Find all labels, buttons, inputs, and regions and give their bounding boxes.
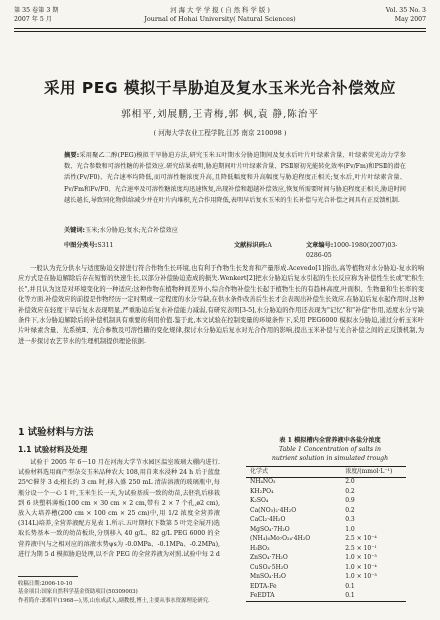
table-row [246,554,406,564]
cell-concentration: 1.0 [345,525,355,533]
table-row [246,573,406,583]
table-row [246,544,406,554]
cell-formula: NH₄NO₃ [250,478,276,485]
keywords [64,226,406,236]
cell-formula: ZnSO₄·7H₂O [250,554,288,561]
table-row [246,477,406,487]
cell-concentration: 1.0 × 10⁻³ [345,554,377,561]
header-center [14,6,426,24]
article-id-label: 文章编号: [306,242,334,249]
introduction-paragraph: 一般认为充分供水与适度胁迫交替进行符合作物生长环境,也有利于作物生长发育和产量形成.Acevedo[1]指出,高等植物对水分胁迫-复水的响应方式是在胁迫解除后存在短暂的快速生长,以部分补偿胁迫造成的损失.Wenkert[2]把水分胁迫后复水引起的生长反应称为补偿性生长或"贮积生长",并且认为这是对环境变化的一种适应;这种作物在植物种间差异小,综合作物补偿生长起于植物生长的有趋林高度,叶面积、生物量和生长率的变化等方面.补偿效应的前提是作物经历一定时期或一定程度的水分亏缺,在供水条件改善后生长才会表现出补偿生长效应.在胁迫后复水起作用时,这种补偿效应在轻度干旱后复水表现明显,严重胁迫后复水补偿能力减弱,有研究表明[3-5],水分胁迫的作用还表现为"记忆"和"补偿"作用,适度水分亏缺条件下,水分胁迫解除后的补偿机制具有重要的利用价值.鉴于此,本文试验在控制变量的环境条件下,采用 PEG6000 模拟水分胁迫,通过分析玉米叶片叶绿素含量、光系统Ⅱ、光合参数及可溶性糖的变化规律,探讨水分胁迫后复水对光合作用的影响,提出玉米补偿与光合补偿之间的正反馈机制,为进一步探讨农艺节水的生理机制提供理论依据. [18,265,424,345]
cell-concentration: 2.0 [345,478,355,485]
doc-code-label: 文献标识码: [234,242,268,249]
header-volume-en: Vol. 35 No. 3 [385,7,426,14]
author-list: 郭相平,刘展鹏,王青梅,郭 枫,袁 静,陈治平 [121,109,319,120]
nutrient-table [246,466,406,602]
abstract-text: 采用聚乙二醇(PEG)模拟干旱胁迫方法,研究玉米五叶期水分胁迫期间及复水后叶片叶绿素含量、叶绿素荧光动力学参数、光合参数和可溶性糖的补偿效应.研究结果表明,胁迫期间叶片叶绿素含量、PSⅡ原初光能转化效率(Fv/Fm)和PSⅡ的潜在活性(Fv/F0)、光合速率均降低,而可溶性糖浓度升高,且降低幅度和升高幅度与胁迫程度正相关;复水后,叶片叶绿素含量、Fv/Fm和Fv/F0、光合速率及可溶性糖浓度均迅速恢复,出现补偿和超越补偿效应,恢复所需要时间与胁迫程度正相关,胁迫时间越长越长,导致同化物供给减少并在叶片内堆积,光合作用降低,表明早后复水玉米的生长补偿与光合补偿之间具有正反馈机制. [64,152,406,204]
cell-formula: KH₂PO₄ [250,487,274,495]
column-header-formula: 化学式 [246,467,323,478]
table-body [246,477,406,602]
cell-concentration: 0.1 [345,582,355,590]
cell-concentration: 2.5 × 10⁻⁴ [345,535,377,542]
table-caption-en-line2: nutrient solution in simulated trough [271,455,389,462]
affiliation: ( 河海大学农业工程学院,江苏 南京 210098 ) [153,129,287,137]
classification-line [64,241,406,259]
cell-concentration: 0.2 [345,506,355,514]
clc-value: S311 [97,242,114,249]
keywords-text: 玉米;水分胁迫;复水;光合补偿效应 [85,227,178,234]
table-row [246,535,406,545]
journal-name-en: Journal of Hohai University( Natural Sciences) [144,15,296,23]
methods-paragraph: 试验于 2005 年 6～10 月在河海大学节水园区温室玻璃大棚内进行.试验材料选用商产型杂交玉米品种农大 108,用自来水浸种 24 h 后于蓝盘 25℃催芽 3 d;根长约 3 cm 时,移入盛 250 mL 清洁溶液的玻璃瓶中,每瓶分设一个一心 1 叶,玉米生长一天,为试验基质一致的幼苗,去胚乳后移栽到 6 块塑料薄板(100 cm × 30 cm × 2 cm,带有 2 × 7 个孔,ø2 cm),放入大培养槽(200 cm × 100 cm × 25 cm)中,用 1/2 浓度全营养液(314L)培养,全营养液配方见表 1.所示.五叶期时(下数第 5 叶完全展开)选取长势基本一致的幼苗板块,分别移入 40 g/L、82 g/L PEG 6000 的全营养液中(与之相对应的溶液水势ψs为 -0.0MPa、-0.1MPa、-0.2MPa),进行为期 5 d 模拟胁迫处理,以不含 PEG 的全营养液为对照.试验中每 2 d [18,459,220,558]
cell-concentration: 0.2 [345,487,355,495]
footnote [18,580,228,605]
cell-formula: CuSO₄·5H₂O [250,563,289,571]
cell-concentration: 1.0 × 10⁻⁴ [345,563,377,571]
journal-name-zh: 河 海 大 学 学 报 ( 自 然 科 学 版 ) [170,6,270,14]
article-id [306,241,406,261]
cell-formula: K₂SO₄ [250,497,269,504]
header-rule-thin [14,31,426,32]
table-row [246,487,406,497]
cell-formula: (NH₄)₆Mo₇O₂₄·4H₂O [250,535,311,542]
doc-code [234,241,272,251]
abstract-label: 摘要: [64,152,80,159]
cell-concentration: 0.9 [345,497,355,504]
table-row [246,497,406,507]
table-row [246,506,406,516]
clc-label: 中图分类号: [64,242,98,249]
abstract [64,150,406,206]
footnote-received: 收稿日期:2006-10-10 [18,581,73,587]
table-caption [232,436,428,463]
table-row [246,516,406,526]
column-header-concentration: 浓度/(mmol·L⁻¹) [323,467,406,478]
cell-formula: MnSO₄·H₂O [250,573,286,580]
article-id-value: 1000-1980(2007)03-0286-05 [306,242,398,259]
paper-title: 采用 PEG 模拟干旱胁迫及复水玉米光合补偿效应 [44,79,396,97]
cell-concentration: 2.5 × 10⁻¹ [345,544,377,552]
table-row [246,582,406,592]
cell-concentration: 1.0 × 10⁻³ [345,573,377,580]
header-rule [14,28,426,29]
table-caption-en-line1: Table 1 Concentration of salts in [278,446,382,453]
keywords-label: 关键词: [64,227,86,234]
cell-formula: CaCl₂·4H₂O [250,516,286,523]
doc-code-value: A [267,242,272,249]
cell-concentration: 0.3 [345,516,355,523]
table-row [246,592,406,602]
cell-concentration: 0.1 [323,592,406,602]
header-right [386,6,426,24]
footnote-author: 作者简介:郭相平(1968—),男,山东成武人,副教授,博士,主要从事水资源理论研究. [18,597,210,604]
subsection-heading-1-1: 1.1 试验材料及处理 [18,445,88,454]
running-header [14,6,426,30]
table-row [246,563,406,573]
header-date-en: May 2007 [394,16,426,23]
cell-formula: FeEDTA [246,592,323,602]
section-heading-1: 1 试验材料与方法 [18,427,94,438]
cell-formula: MgSO₄·7H₂O [250,525,290,533]
table-row [246,525,406,535]
table-caption-zh: 表 1 模拟槽内全营养液中各盐分浓度 [279,437,381,444]
header-date-zh: 2007 年 5 月 [14,16,52,23]
table-header-row [246,467,406,478]
cell-formula: EDTA-Fe [250,582,277,590]
footnote-fund: 基金项目:国家自然科学基金资助项目(50309003) [18,589,138,596]
cell-formula: H₃BO₃ [250,544,270,552]
header-volume-zh: 第 35 卷第 3 期 [14,7,59,14]
footnote-rule [18,576,78,577]
cell-formula: Ca(NO₃)₂·4H₂O [250,506,297,514]
